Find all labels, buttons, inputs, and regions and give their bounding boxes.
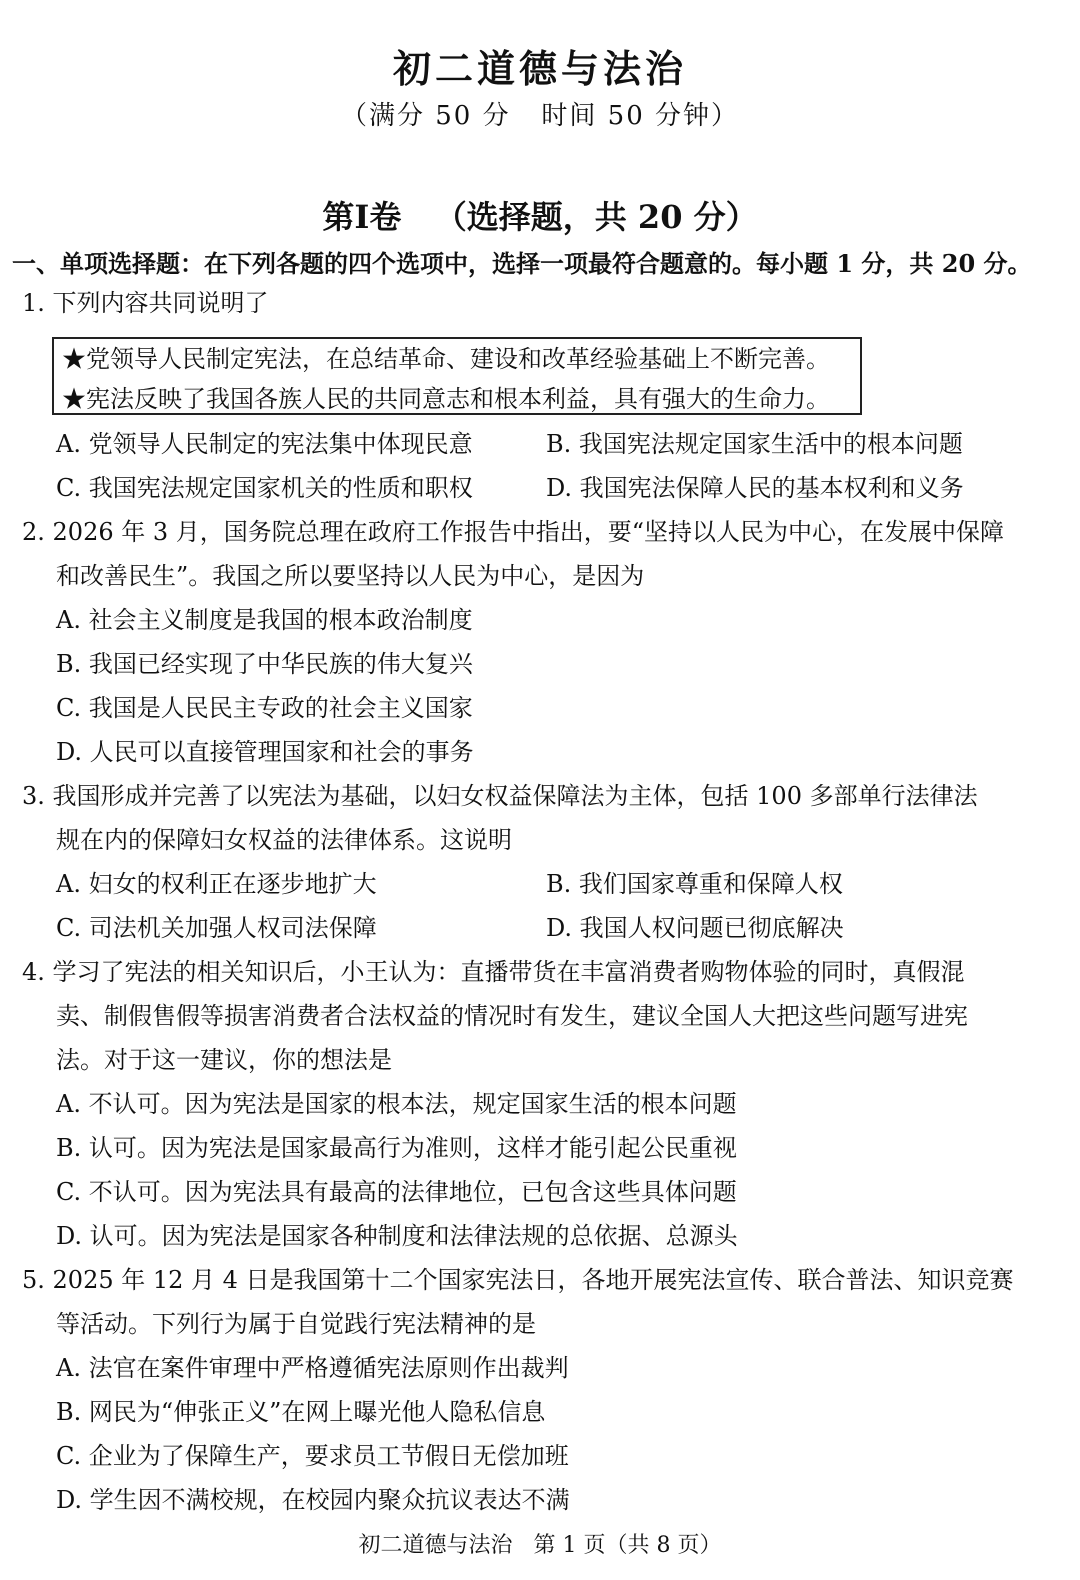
section-instruction: 一、单项选择题：在下列各题的四个选项中，选择一项最符合题意的。每小题 1 分，共 20 分。 xyxy=(12,249,1032,278)
section-title: 第Ⅰ卷 （选择题，共 20 分） xyxy=(322,198,758,236)
question-1-option-c: C. 我国宪法规定国家机关的性质和职权 xyxy=(56,474,473,502)
page-title: 初二道德与法治 xyxy=(392,46,687,91)
question-5-stem-line-2: 等活动。下列行为属于自觉践行宪法精神的是 xyxy=(56,1310,536,1338)
question-3-option-a: A. 妇女的权利正在逐步地扩大 xyxy=(56,870,377,898)
question-1-option-b: B. 我国宪法规定国家生活中的根本问题 xyxy=(546,430,963,458)
question-3-option-c: C. 司法机关加强人权司法保障 xyxy=(56,914,377,942)
exam-info: （满分 50 分 时间 50 分钟） xyxy=(340,101,740,131)
question-5-option-d: D. 学生因不满校规，在校园内聚众抗议表达不满 xyxy=(56,1486,570,1514)
question-2-stem-line-1: 2. 2026 年 3 月，国务院总理在政府工作报告中指出，要“坚持以人民为中心，在发展中保障 xyxy=(22,518,1005,546)
question-1-quote-box xyxy=(52,337,862,415)
page-footer: 初二道德与法治 第 1 页（共 8 页） xyxy=(358,1533,722,1558)
question-4-option-b: B. 认可。因为宪法是国家最高行为准则，这样才能引起公民重视 xyxy=(56,1134,737,1162)
question-3-option-d: D. 我国人权问题已彻底解决 xyxy=(546,914,844,942)
quote-line-1: ★党领导人民制定宪法，在总结革命、建设和改革经验基础上不断完善。 xyxy=(62,345,830,373)
question-5-option-b: B. 网民为“伸张正义”在网上曝光他人隐私信息 xyxy=(56,1398,546,1426)
question-5-option-a: A. 法官在案件审理中严格遵循宪法原则作出裁判 xyxy=(56,1354,569,1382)
question-1-option-a: A. 党领导人民制定的宪法集中体现民意 xyxy=(56,430,473,458)
question-4-option-d: D. 认可。因为宪法是国家各种制度和法律法规的总依据、总源头 xyxy=(56,1222,738,1250)
question-4-option-a: A. 不认可。因为宪法是国家的根本法，规定国家生活的根本问题 xyxy=(56,1090,737,1118)
question-5-stem-line-1: 5. 2025 年 12 月 4 日是我国第十二个国家宪法日，各地开展宪法宣传、联合普法、知识竞赛 xyxy=(22,1266,1014,1294)
question-3-stem-line-1: 3. 我国形成并完善了以宪法为基础，以妇女权益保障法为主体，包括 100 多部单行法律法 xyxy=(22,782,978,810)
question-2-option-c: C. 我国是人民民主专政的社会主义国家 xyxy=(56,694,473,722)
question-2-stem-line-2: 和改善民生”。我国之所以要坚持以人民为中心，是因为 xyxy=(56,562,645,590)
question-4-stem-line-3: 法。对于这一建议，你的想法是 xyxy=(56,1046,392,1074)
question-5-option-c: C. 企业为了保障生产，要求员工节假日无偿加班 xyxy=(56,1442,569,1470)
question-4-option-c: C. 不认可。因为宪法具有最高的法律地位，已包含这些具体问题 xyxy=(56,1178,737,1206)
question-4-stem-line-1: 4. 学习了宪法的相关知识后，小王认为：直播带货在丰富消费者购物体验的同时，真假混 xyxy=(22,958,965,986)
question-1-stem: 1. 下列内容共同说明了 xyxy=(22,289,269,317)
question-4-stem-line-2: 卖、制假售假等损害消费者合法权益的情况时有发生，建议全国人大把这些问题写进宪 xyxy=(56,1002,968,1030)
question-2-option-b: B. 我国已经实现了中华民族的伟大复兴 xyxy=(56,650,473,678)
question-2-option-d: D. 人民可以直接管理国家和社会的事务 xyxy=(56,738,474,766)
question-1-option-d: D. 我国宪法保障人民的基本权利和义务 xyxy=(546,474,964,502)
question-3-stem-line-2: 规在内的保障妇女权益的法律体系。这说明 xyxy=(56,826,512,854)
question-2-option-a: A. 社会主义制度是我国的根本政治制度 xyxy=(56,606,473,634)
quote-line-2: ★宪法反映了我国各族人民的共同意志和根本利益，具有强大的生命力。 xyxy=(62,385,830,413)
question-3-option-b: B. 我们国家尊重和保障人权 xyxy=(546,870,843,898)
